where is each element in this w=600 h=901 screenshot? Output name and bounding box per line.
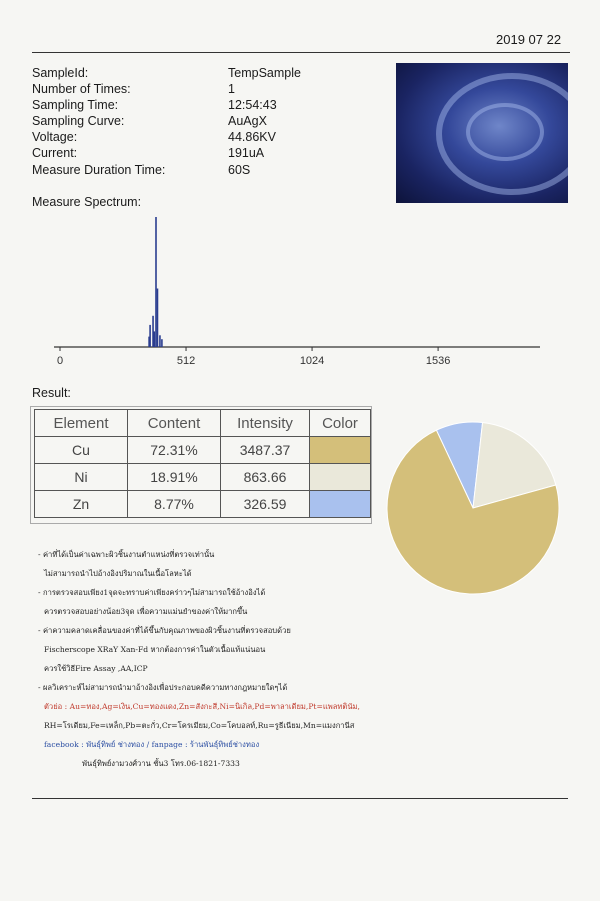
header-color: Color <box>310 410 371 437</box>
note-line: ควรใช้วิธีFire Assay ,AA,ICP <box>44 664 148 673</box>
top-rule <box>32 52 570 53</box>
info-row-sample-id <box>32 65 301 81</box>
result-table <box>34 409 371 518</box>
bottom-rule <box>32 798 568 799</box>
cell-element: Cu <box>35 437 128 464</box>
note-line: ตัวย่อ : Au=ทอง,Ag=เงิน,Cu=ทองแดง,Zn=สังกะสี,Ni=นิเกิล,Pd=พาลาเดียม,Pt=แพลทตินัม, <box>44 702 360 711</box>
cell-intensity: 326.59 <box>221 491 310 518</box>
spectrum-tick-label: 512 <box>176 355 196 367</box>
cell-content: 18.91% <box>128 464 221 491</box>
note-line: - ผลวิเคราะห์ไม่สามารถนำมาอ้างอิงเพื่อประกอบคดีความทางกฎหมายใดๆได้ <box>38 683 288 692</box>
result-title: Result: <box>32 386 71 400</box>
info-value: 191uA <box>228 146 265 161</box>
table-row <box>35 464 371 491</box>
note-line: ควรตรวจสอบอย่างน้อย3จุด เพื่อความแม่นยำของค่าให้มากขึ้น <box>44 607 248 616</box>
table-header-row <box>35 410 371 437</box>
info-label: Number of Times: <box>32 82 131 97</box>
note-line: - การตรวจสอบเพียง1จุดจะทราบค่าเพียงคร่าวๆไม่สามารถใช้อ้างอิงได้ <box>38 588 266 597</box>
info-value: 60S <box>228 162 251 177</box>
cell-content: 8.77% <box>128 491 221 518</box>
composition-pie-chart <box>384 419 562 597</box>
info-label: Current: <box>32 146 78 161</box>
spectrum-tick-label: 1024 <box>299 355 325 367</box>
note-line: พันธุ์ทิพย์งามวงศ์วาน ชั้น3 โทร.06-1821-7333 <box>82 759 240 768</box>
sample-camera-image <box>396 63 568 203</box>
info-row-sampling-time <box>32 97 301 113</box>
info-label: Measure Duration Time: <box>32 162 166 177</box>
info-value: TempSample <box>228 66 301 80</box>
cell-element: Zn <box>35 491 128 518</box>
cell-intensity: 863.66 <box>221 464 310 491</box>
spectrum-tick-label: 1536 <box>425 355 451 367</box>
notes-block <box>38 545 360 773</box>
color-swatch <box>310 437 371 464</box>
info-row-sampling-curve <box>32 113 301 129</box>
info-label: Sampling Time: <box>32 98 119 113</box>
cell-content: 72.31% <box>128 437 221 464</box>
table-row <box>35 437 371 464</box>
header-content: Content <box>128 410 221 437</box>
table-row <box>35 491 371 518</box>
info-row-duration <box>32 162 301 178</box>
info-value: AuAgX <box>228 114 267 129</box>
info-label: Voltage: <box>32 130 78 145</box>
info-label: Sampling Curve: <box>32 114 125 129</box>
note-line: RH=โรเดียม,Fe=เหล็ก,Pb=ตะกั่ว,Cr=โครเมียม,Co=โคบอลท์,Ru=รูธีเนียม,Mn=แมงกานีส <box>44 721 355 730</box>
cell-intensity: 3487.37 <box>221 437 310 464</box>
info-value: 44.86KV <box>228 130 276 145</box>
note-line: - ค่าที่ได้เป็นค่าเฉพาะผิวชิ้นงานตำแหน่งที่ตรวจเท่านั้น <box>38 550 215 559</box>
info-label: SampleId: <box>32 66 89 80</box>
spectrum-tick-label: 0 <box>56 355 64 367</box>
info-value: 1 <box>228 82 235 97</box>
spectrum-chart <box>30 205 550 370</box>
info-row-current <box>32 145 301 161</box>
note-line: ไม่สามารถนำไปอ้างอิงปริมาณในเนื้อโลหะได้ <box>44 569 192 578</box>
header-element: Element <box>35 410 128 437</box>
sample-info <box>32 65 301 178</box>
cell-element: Ni <box>35 464 128 491</box>
color-swatch <box>310 491 371 518</box>
report-date: 2019 07 22 <box>496 32 562 47</box>
note-line: facebook : พันธุ์ทิพย์ ช่างทอง / fanpage : ร้านพันธุ์ทิพย์ช่างทอง <box>44 740 260 749</box>
note-line: Fischerscope XRaY Xan-Fd หากต้องการค่าในตัวเนื้อแท้แน่นอน <box>44 645 266 654</box>
color-swatch <box>310 464 371 491</box>
info-row-voltage <box>32 129 301 145</box>
info-row-number-of-times <box>32 81 301 97</box>
header-intensity: Intensity <box>221 410 310 437</box>
note-line: - ค่าความคลาดเคลื่อนของค่าที่ได้ขึ้นกับคุณภาพของผิวชิ้นงานที่ตรวจสอบด้วย <box>38 626 291 635</box>
info-value: 12:54:43 <box>228 98 277 113</box>
spectrum-title: Measure Spectrum: <box>32 195 142 209</box>
